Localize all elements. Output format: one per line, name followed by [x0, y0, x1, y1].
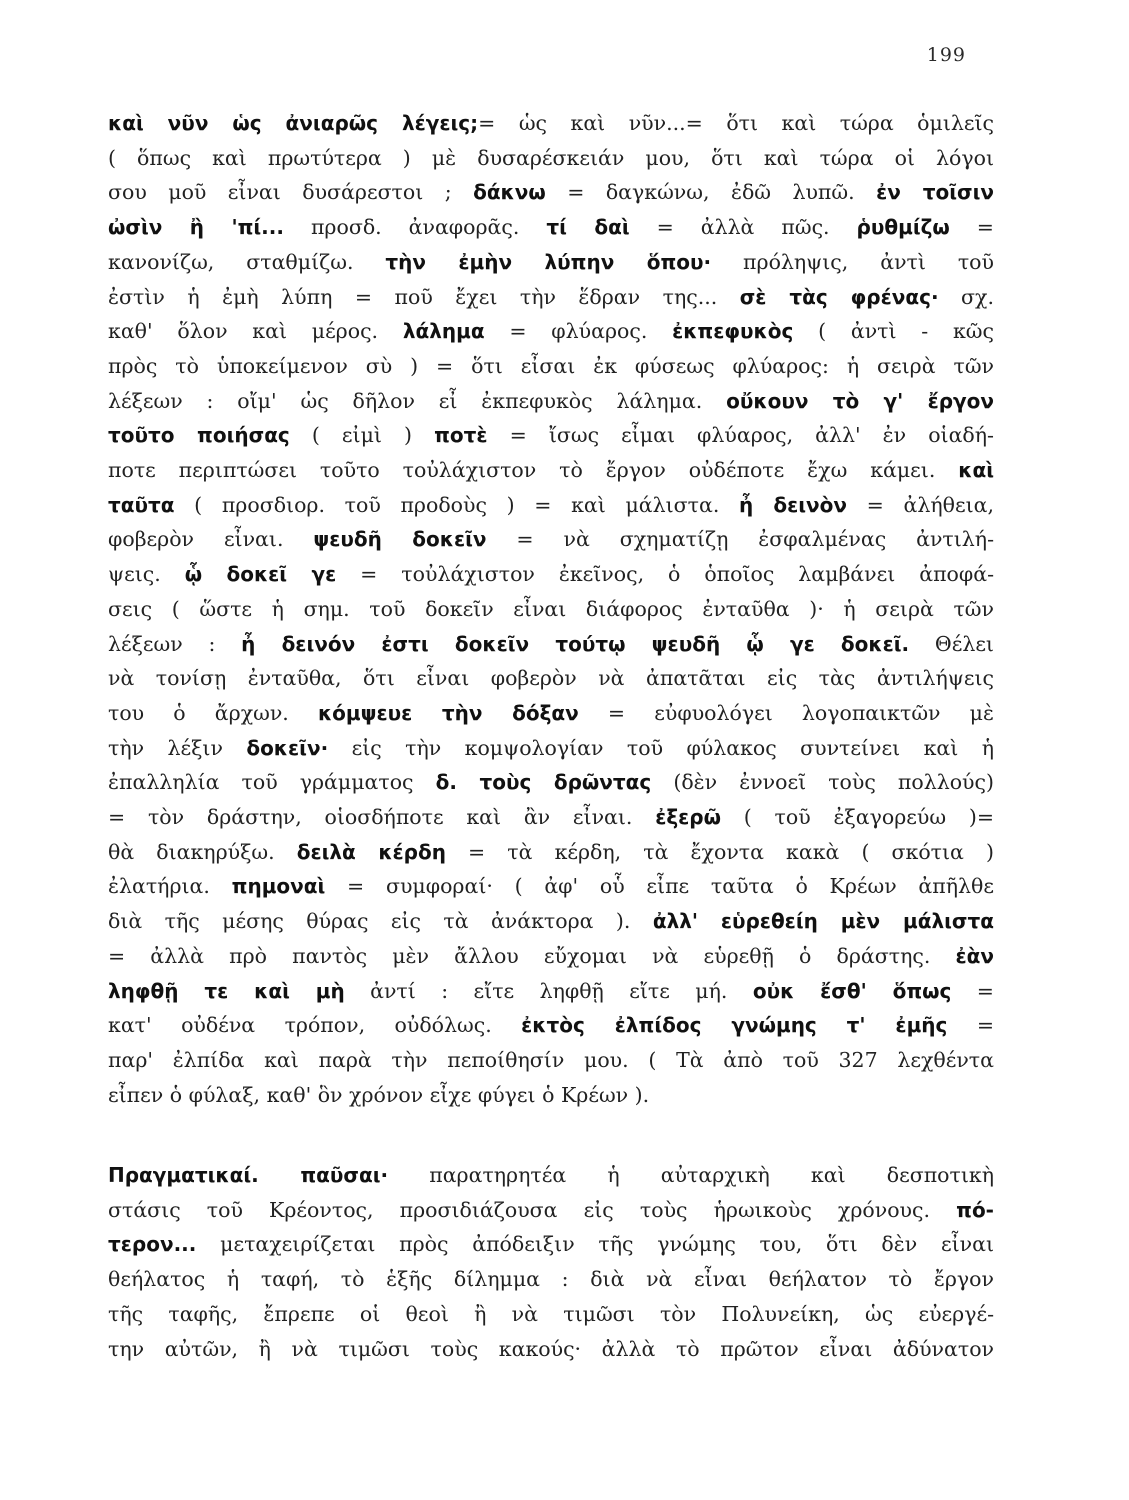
page-number: 199 — [926, 44, 966, 66]
lemma-term: δάκνω — [473, 180, 546, 205]
gloss-text: ποτε περιπτώσει τοῦτο τοὐλάχιστον τὸ ἔργον οὐδέποτε ἔχω κάμει. — [108, 458, 959, 483]
gloss-text: ἐλατήρια. — [108, 874, 232, 899]
text-line — [108, 731, 994, 766]
text-line — [108, 488, 994, 523]
lemma-term: καὶ νῦν ὡς ἀνιαρῶς λέγεις; — [108, 111, 479, 135]
gloss-text: κανονίζω, σταθμίζω. — [108, 249, 386, 274]
lemma-term: τί δαὶ — [546, 215, 630, 240]
gloss-text: (δὲν ἐννοεῖ τοὺς πολλούς) — [651, 770, 994, 795]
text-line — [108, 974, 994, 1009]
gloss-text: σου μοῦ εἶναι δυσάρεστοι ; — [108, 180, 474, 205]
lemma-term: ἐξερῶ — [655, 805, 721, 830]
text-line — [108, 592, 994, 627]
lemma-term: οὐκ ἔσθ' ὅπως — [752, 978, 952, 1003]
gloss-text: στάσις τοῦ Κρέοντος, προσιδιάζουσα εἰς τοὺς ἡρωικοὺς χρόνους. — [108, 1197, 957, 1222]
gloss-text: την αὐτῶν, ἢ νὰ τιμῶσι τοὺς κακούς· ἀλλὰ τὸ πρῶτον εἶναι ἀδύνατον — [108, 1336, 994, 1361]
text-line — [108, 175, 994, 210]
lemma-term: λάλημα — [402, 319, 485, 344]
lemma-term: τὴν ἐμὴν λύπην ὅπου· — [385, 249, 712, 274]
text-line — [108, 280, 994, 315]
gloss-text: = δαγκώνω, ἐδῶ λυπῶ. — [545, 180, 877, 205]
lemma-term: ἦ δεινὸν — [739, 492, 847, 517]
gloss-text: του ὁ ἄρχων. — [108, 700, 318, 725]
practical-notes-paragraph — [108, 1158, 994, 1366]
text-line — [108, 245, 994, 280]
gloss-text: παρατηρητέα ἡ αὐταρχικὴ καὶ δεσποτικὴ — [388, 1163, 994, 1187]
lemma-term: ἐκπεφυκὸς — [672, 319, 794, 344]
gloss-text: πρὸς τὸ ὑποκείμενον σὺ ) = ὅτι εἶσαι ἐκ φύσεως φλύαρος: ἡ σειρὰ τῶν — [108, 353, 994, 378]
gloss-text: ἀντί : εἴτε ληφθῇ εἴτε μή. — [344, 978, 753, 1003]
lemma-term: Πραγματικαί. παῦσαι· — [108, 1163, 389, 1187]
text-line — [108, 314, 994, 349]
gloss-text: ( ὅπως καὶ πρωτύτερα ) μὲ δυσαρέσκειάν μου, ὅτι καὶ τώρα οἱ λόγοι — [108, 145, 994, 170]
gloss-text: εἰς τὴν κομψολογίαν τοῦ φύλακος συντείνει καὶ ἡ — [328, 735, 994, 760]
lemma-term: ἐκτὸς ἐλπίδος γνώμης τ' ἐμῆς — [521, 1013, 948, 1038]
gloss-text: ψεις. — [108, 562, 185, 587]
gloss-text: τῆς ταφῆς, ἔπρεπε οἱ θεοὶ ἢ νὰ τιμῶσι τὸν Πολυνείκη, ὡς εὐεργέ- — [108, 1301, 994, 1326]
text-line — [108, 106, 994, 141]
gloss-text: ( εἰμὶ ) — [289, 423, 435, 448]
gloss-text: τὴν λέξιν — [108, 735, 247, 760]
gloss-text: κατ' οὐδένα τρόπον, οὐδόλως. — [108, 1013, 522, 1038]
gloss-text: σχ. — [938, 284, 994, 309]
gloss-text: θὰ διακηρύξω. — [108, 839, 297, 864]
lemma-term: τερον... — [108, 1232, 197, 1257]
lemma-term: ποτὲ — [434, 423, 488, 448]
text-line — [108, 800, 994, 835]
gloss-text: = ὡς καὶ νῦν...= ὅτι καὶ τώρα ὁμιλεῖς — [478, 111, 995, 135]
text-line — [108, 453, 994, 488]
text-line — [108, 1297, 994, 1332]
text-line — [108, 210, 994, 245]
lemma-term: κόμψευε τὴν δόξαν — [317, 700, 579, 725]
gloss-text: = ἀλήθεια, — [847, 492, 994, 517]
text-line — [108, 418, 994, 453]
gloss-text: = τοὐλάχιστον ἐκεῖνος, ὁ ὁποῖος λαμβάνει ἀποφά- — [336, 562, 995, 587]
gloss-text: ἐπαλληλία τοῦ γράμματος — [108, 770, 436, 795]
text-line — [108, 1043, 994, 1078]
text-line — [108, 1193, 994, 1228]
text-line — [108, 1332, 994, 1367]
gloss-text: καθ' ὅλον καὶ μέρος. — [108, 319, 403, 344]
lemma-term: πημοναὶ — [231, 874, 326, 899]
text-line — [108, 1008, 994, 1043]
gloss-text: = εὐφυολόγει λογοπαικτῶν μὲ — [578, 700, 994, 725]
gloss-text: Θέλει — [909, 631, 994, 656]
lemma-term: ἐὰν — [955, 943, 994, 968]
gloss-text: = ἀλλὰ πῶς. — [629, 215, 857, 240]
gloss-text: νὰ τονίσῃ ἐνταῦθα, ὅτι εἶναι φοβερὸν νὰ ἀπατᾶται εἰς τὰς ἀντιλήψεις — [108, 666, 994, 691]
gloss-text: ἐστὶν ἡ ἐμὴ λύπη = ποῦ ἔχει τὴν ἕδραν της... — [108, 284, 740, 309]
lemma-term: ἦ δεινόν ἐστι δοκεῖν τούτῳ ψευδῆ ᾧ γε δοκεῖ. — [241, 631, 910, 656]
gloss-text: = — [949, 215, 994, 240]
lemma-term: καὶ — [958, 458, 994, 483]
gloss-text: ( προσδιορ. τοῦ προδοὺς ) = καὶ μάλιστα. — [174, 492, 739, 517]
text-line — [108, 141, 994, 176]
gloss-text: λέξεων : οἴμ' ὡς δῆλον εἶ ἐκπεφυκὸς λάλημα. — [108, 388, 727, 413]
lemma-term: ληφθῇ τε καὶ μὴ — [108, 978, 345, 1003]
commentary-paragraph — [108, 106, 994, 1112]
gloss-text: = — [947, 1013, 994, 1038]
lemma-term: ἀλλ' εὑρεθείη μὲν μάλιστα — [652, 909, 995, 934]
gloss-text: θεήλατος ἡ ταφή, τὸ ἑξῆς δίλημμα : διὰ νὰ εἶναι θεήλατον τὸ ἔργον — [108, 1267, 994, 1292]
gloss-text: μεταχειρίζεται πρὸς ἀπόδειξιν τῆς γνώμης του, ὅτι δὲν εἶναι — [196, 1232, 994, 1257]
text-line — [108, 384, 994, 419]
gloss-text: φοβερὸν εἶναι. — [108, 527, 314, 552]
gloss-text: σεις ( ὥστε ἡ σημ. τοῦ δοκεῖν εἶναι διάφορος ἐνταῦθα )· ἡ σειρὰ τῶν — [108, 596, 994, 621]
gloss-text: προσδ. ἀναφορᾶς. — [283, 215, 547, 240]
text-line — [108, 1227, 994, 1262]
lemma-term: τοῦτο ποιήσας — [108, 423, 290, 448]
text-line — [108, 1262, 994, 1297]
lemma-term: ἐν τοῖσιν — [876, 180, 994, 205]
text-line — [108, 869, 994, 904]
gloss-text: εἶπεν ὁ φύλαξ, καθ' ὃν χρόνον εἶχε φύγει ὁ Κρέων ). — [108, 1082, 650, 1107]
lemma-term: δ. τοὺς δρῶντας — [435, 770, 652, 795]
text-line — [108, 661, 994, 696]
lemma-term: σὲ τὰς φρένας· — [739, 284, 939, 309]
lemma-term: δειλὰ κέρδη — [296, 839, 446, 864]
text-line — [108, 835, 994, 870]
text-line — [108, 1158, 994, 1193]
text-line — [108, 522, 994, 557]
gloss-text: ( τοῦ ἐξαγορεύω )= — [721, 805, 994, 830]
gloss-text: = φλύαρος. — [484, 319, 673, 344]
text-line — [108, 904, 994, 939]
text-line — [108, 557, 994, 592]
gloss-text: διὰ τῆς μέσης θύρας εἰς τὰ ἀνάκτορα ). — [108, 909, 653, 934]
gloss-text: = νὰ σχηματίζῃ ἐσφαλμένας ἀντιλή- — [486, 527, 995, 552]
gloss-text: παρ' ἐλπίδα καὶ παρὰ τὴν πεποίθησίν μου. ( Τὰ ἀπὸ τοῦ 327 λεχθέντα — [108, 1047, 994, 1072]
lemma-term: δοκεῖν· — [246, 735, 329, 760]
lemma-term: ταῦτα — [108, 492, 175, 517]
text-line — [108, 765, 994, 800]
lemma-term: ῥυθμίζω — [856, 215, 950, 240]
gloss-text: = τὰ κέρδη, τὰ ἔχοντα κακὰ ( σκότια ) — [445, 839, 994, 864]
gloss-text: πρόληψις, ἀντὶ τοῦ — [711, 249, 994, 274]
gloss-text: = ἴσως εἶμαι φλύαρος, ἀλλ' ἐν οἱαδή- — [487, 423, 994, 448]
lemma-term: ὠσὶν ἢ 'πί... — [108, 215, 284, 240]
text-line — [108, 696, 994, 731]
lemma-term: ψευδῆ δοκεῖν — [313, 527, 487, 552]
text-line — [108, 939, 994, 974]
text-line — [108, 627, 994, 662]
text-line — [108, 349, 994, 384]
lemma-term: ᾧ δοκεῖ γε — [184, 562, 337, 587]
gloss-text: = τὸν δράστην, οἱοσδήποτε καὶ ἂν εἶναι. — [108, 805, 656, 830]
gloss-text: ( ἀντὶ - κῶς — [793, 319, 994, 344]
gloss-text: = — [951, 978, 994, 1003]
gloss-text: λέξεων : — [108, 631, 242, 656]
text-line — [108, 1078, 994, 1113]
lemma-term: οὔκουν τὸ γ' ἔργον — [726, 388, 994, 413]
lemma-term: πό- — [956, 1197, 994, 1222]
gloss-text: = ἀλλὰ πρὸ παντὸς μὲν ἄλλου εὔχομαι νὰ εὑρεθῇ ὁ δράστης. — [108, 943, 956, 968]
gloss-text: = συμφοραί· ( ἀφ' οὗ εἶπε ταῦτα ὁ Κρέων ἀπῆλθε — [325, 874, 994, 899]
